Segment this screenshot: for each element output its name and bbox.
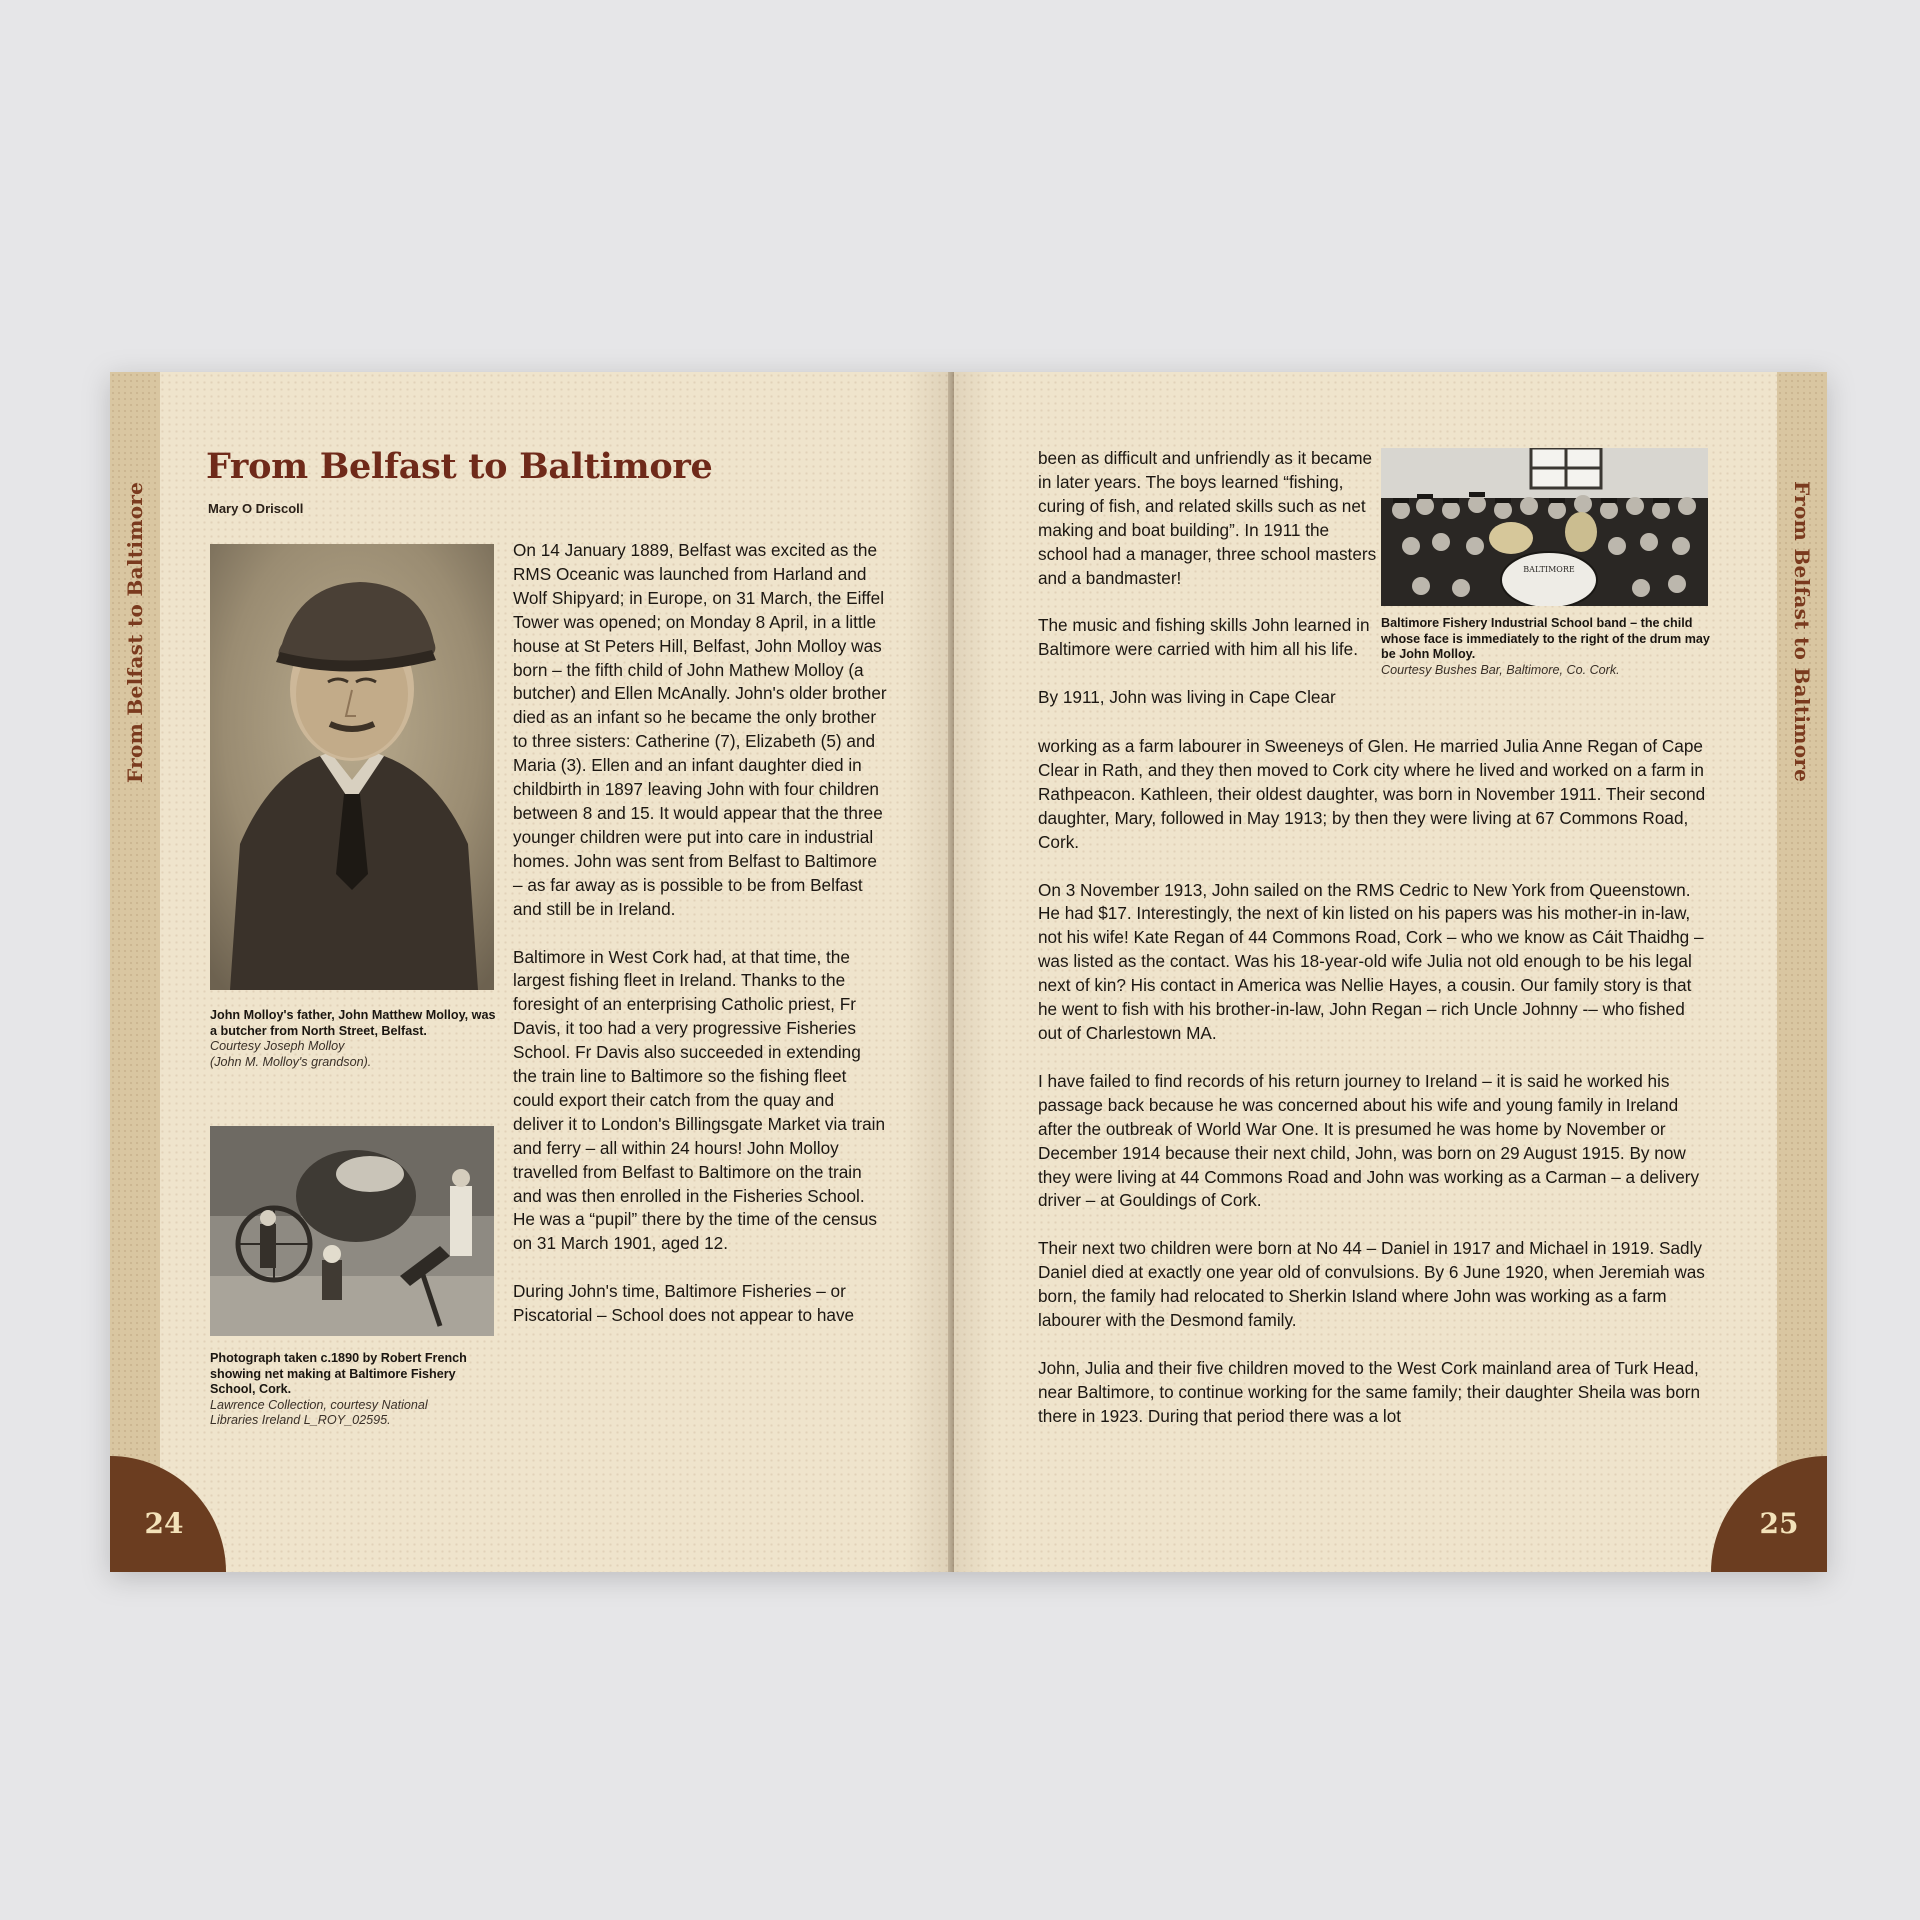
net-making-credit-2: Libraries Ireland L_ROY_02595. xyxy=(210,1413,391,1428)
band-caption xyxy=(1381,616,1711,678)
left-paragraph: On 14 January 1889, Belfast was excited as the RMS Oceanic was launched from Harland and Wolf Shipyard; in Europe, on 31 March, the Eiffel Tower was opened; on Monday 8 April, in a little house at St Peters Hill, Belfast, John Molloy was born – the fifth child of John Mathew Molloy (a butcher) and Ellen McAnally. John's older brother died as an infant so he became the only brother to three sisters: Catherine (7), Elizabeth (5) and Maria (3). Ellen and an infant daughter died in childbirth in 1897 leaving John with four children between 8 and 15. It would appear that the three younger children were put into care in industrial homes. John was sent from Belfast to Baltimore – as far away as is possible to be from Belfast and still be in Ireland. xyxy=(513,540,887,919)
open-booklet xyxy=(110,372,1832,1572)
right-page-number: 25 xyxy=(1711,1456,1827,1572)
left-paragraph: Baltimore in West Cork had, at that time, the largest fishing fleet in Ireland. Thanks to the foresight of an enterprising Catholic priest, Fr Davis, it too had a very progressive Fisheries School. Fr Davis also succeeded in extending the train line to Baltimore so the fishing fleet could export their catch from the quay and deliver it to London's Billingsgate Market via train and ferry – all within 24 hours! John Molloy travelled from Belfast to Baltimore on the train and was then enrolled in the Fisheries School. He was a “pupil” there by the time of the census on 31 March 1901, aged 12. xyxy=(513,946,886,1254)
right-top-paragraph: been as difficult and unfriendly as it became in later years. The boys learned “fishing, curing of fish, and related skills such as net making and boat building”. In 1911 the school had a manager, three school masters and a bandmaster! xyxy=(1038,448,1377,588)
portrait-credit-1: Courtesy Joseph Molloy xyxy=(210,1039,345,1054)
right-body-text xyxy=(1038,735,1710,1429)
right-top-body-text xyxy=(1038,447,1378,710)
net-making-credit-1: Lawrence Collection, courtesy National xyxy=(210,1397,428,1412)
left-page-number: 24 xyxy=(110,1456,226,1572)
article-title: From Belfast to Baltimore xyxy=(206,446,713,487)
band-credit: Courtesy Bushes Bar, Baltimore, Co. Cork. xyxy=(1381,662,1620,677)
net-making-photo xyxy=(210,1126,494,1336)
net-making-caption xyxy=(210,1351,500,1429)
portrait-caption xyxy=(210,1008,500,1070)
net-making-caption-text: Photograph taken c.1890 by Robert French showing net making at Baltimore Fishery School, Cork. xyxy=(210,1351,467,1397)
band-photo xyxy=(1381,448,1708,606)
left-paragraph: During John's time, Baltimore Fisheries – or Piscatorial – School does not appear to have xyxy=(513,1281,855,1326)
portrait-credit-2: (John M. Molloy's grandson). xyxy=(210,1054,372,1069)
band-caption-text: Baltimore Fishery Industrial School band – the child whose face is immediately to the right of the drum may be John Molloy. xyxy=(1381,616,1710,662)
right-top-paragraph: The music and fishing skills John learned in Baltimore were carried with him all his life. xyxy=(1038,615,1370,660)
right-paragraph: Their next two children were born at No 44 – Daniel in 1917 and Michael in 1919. Sadly Daniel died at exactly one year old of convulsions. By 6 June 1920, when Jeremiah was born, the family had relocated to Sherkin Island where John was working as a farm labourer with the Desmond family. xyxy=(1038,1238,1705,1331)
right-paragraph: On 3 November 1913, John sailed on the RMS Cedric to New York from Queenstown. He had $17. Interestingly, the next of kin listed on his papers was his mother-in in-law, not his wife! Kate Regan of 44 Commons Road, Cork – who we know as Cáit Thaidhg – was listed as the contact. Was his 18-year-old wife Julia not old enough to be his legal next of kin? His contact in America was Nellie Hayes, a cousin. Our family story is that he went to fish with his brother-in-law, John Regan – rich Uncle Johnny -– who fished out of Charlestown MA. xyxy=(1038,879,1704,1043)
left-page xyxy=(110,372,954,1572)
right-paragraph: John, Julia and their five children moved to the West Cork mainland area of Turk Head, near Baltimore, to continue working for the same family; their daughter Sheila was born there in 1923. During that period there was a lot xyxy=(1038,1357,1701,1426)
left-body-text xyxy=(513,539,887,1328)
right-page xyxy=(954,372,1827,1572)
left-running-title: From Belfast to Baltimore xyxy=(123,481,147,783)
article-author: Mary O Driscoll xyxy=(208,501,304,516)
right-paragraph: I have failed to find records of his return journey to Ireland – it is said he worked his passage back because he was concerned about his wife and young family in Ireland after the outbreak of World War One. It is presumed he was home by November or December 1914 because their next child, John, was born on 29 August 1915. By now they were living at 44 Commons Road and John was working as a Carman – a delivery driver – at Gouldings of Cork. xyxy=(1038,1070,1700,1211)
right-paragraph: working as a farm labourer in Sweeneys of Glen. He married Julia Anne Regan of Cape Clear in Rath, and they then moved to Cork city where he lived and worked on a farm in Rathpeacon. Kathleen, their oldest daughter, was born in November 1911. Their second daughter, Mary, followed in May 1913; by then they were living at 67 Commons Road, Cork. xyxy=(1038,736,1706,852)
right-top-paragraph: By 1911, John was living in Cape Clear xyxy=(1038,687,1336,708)
right-running-title: From Belfast to Baltimore xyxy=(1790,481,1814,783)
drum-lettering: BALTIMORE xyxy=(1523,565,1575,574)
portrait-photo xyxy=(210,544,494,990)
portrait-caption-text: John Molloy's father, John Matthew Molloy, was a butcher from North Street, Belfast. xyxy=(210,1008,496,1038)
